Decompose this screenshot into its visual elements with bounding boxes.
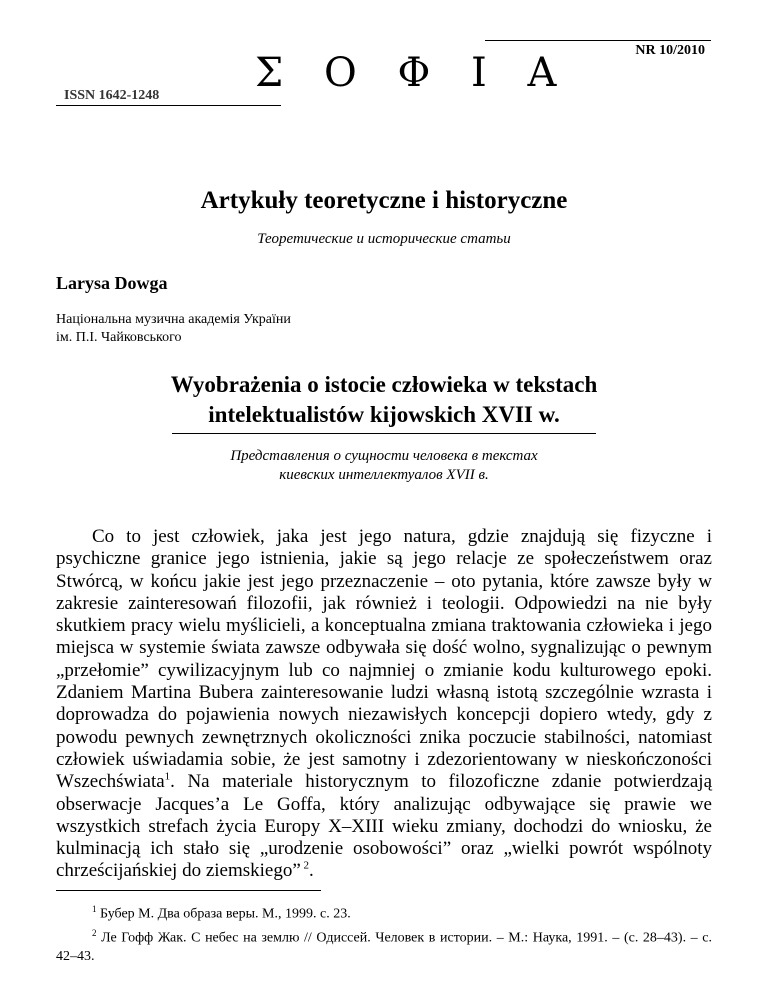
body-text-part: Co to jest człowiek, jaka jest jego natura, gdzie znajdują się fizyczne i psychiczne granice jego istnienia, jakie są jego relacje ze społeczeństwem oraz Stwórcą, w końcu jakie jest jego przeznaczenie – oto pytania, które zawsze były w zakresie zainteresowań filozofii, jak również i teologii. Odpowiedzi na nie były skutkiem pracy wielu myślicieli, a konceptualna zmiana traktowania człowieka i jego miejsca w systemie świata zawsze odbywała się dość wolno, sygnalizując o pewnym „przełomie” cywilizacyjnym lub co najmniej o zmianie kodu kulturowego epoki. Zdaniem Martina Bubera zainteresowanie ludzi własną istotą szczególnie wzrasta i doprowadza do pojawienia nowych niezawisłych koncepcji dopiero wtedy, gdy z powodu pewnych zewnętrznych okoliczności znika poczucie stabilności, natomiast człowiek uświadamia sobie, że jest samotny i zdezorientowany w nieskończoności Wszechświata: [56, 526, 712, 793]
article-title-line: intelektualistów kijowskich XVII w.: [208, 402, 560, 427]
footnote-ref[interactable]: 2: [300, 860, 310, 873]
article-subtitle: [0, 447, 768, 485]
body-text-part: . Na materiale historycznym to filozoficzne zdanie potwierdzają obserwacje Jacques’a Le Goffa, który analizując odbywające się prawie we wszystkich strefach życia Europy X–XIII wieku zmiany, dochodzi do wniosku, że kulminacją ich stało się „urodzenie osobowości” oraz „wielki powrót wspólnoty chrześcijańskiej do ziemskiego”: [56, 771, 712, 882]
footnote-number: 1: [92, 904, 97, 914]
footnote-text: Бубер М. Два образа веры. М., 1999. с. 23.: [96, 906, 351, 922]
issn-block: [56, 88, 281, 106]
section-subtitle: Теоретические и исторические статьи: [257, 231, 511, 247]
footnote-separator: [56, 890, 321, 891]
footnote-text: Ле Гофф Жак. С небес на землю // Одиссей. Человек в истории. – М.: Наука, 1991. – (с. 28–43). – с. 42–43.: [56, 930, 712, 965]
affiliation-line: Національна музична академія України: [56, 312, 291, 327]
article-title-line: Wyobrażenia o istocie człowieka w tekstach: [170, 372, 598, 397]
footnote: [56, 924, 712, 967]
body-text-part: .: [309, 860, 314, 882]
author-name: Larysa Dowga: [56, 273, 168, 293]
author-affiliation: [56, 311, 291, 347]
title-rule: [172, 433, 596, 434]
footnote: [56, 900, 712, 924]
article-subtitle-line: киевских интеллектуалов XVII в.: [279, 467, 489, 483]
issn-number: ISSN 1642-1248: [64, 88, 160, 103]
footnotes: [56, 900, 712, 966]
footnote-ref[interactable]: 1: [164, 770, 171, 783]
section-title: Artykuły teoretyczne i historyczne: [200, 187, 568, 214]
article-subtitle-line: Представления о сущности человека в текстах: [230, 448, 538, 464]
journal-title: Σ Ο Φ Ι Α: [255, 50, 571, 96]
issue-number: NR 10/2010: [635, 43, 705, 58]
issn-rule: [56, 105, 281, 106]
body-paragraph: [56, 526, 712, 883]
issue-rule: [485, 40, 711, 41]
affiliation-line: ім. П.І. Чайковського: [56, 330, 182, 345]
article-title: [0, 370, 768, 430]
footnote-number: 2: [92, 927, 97, 938]
